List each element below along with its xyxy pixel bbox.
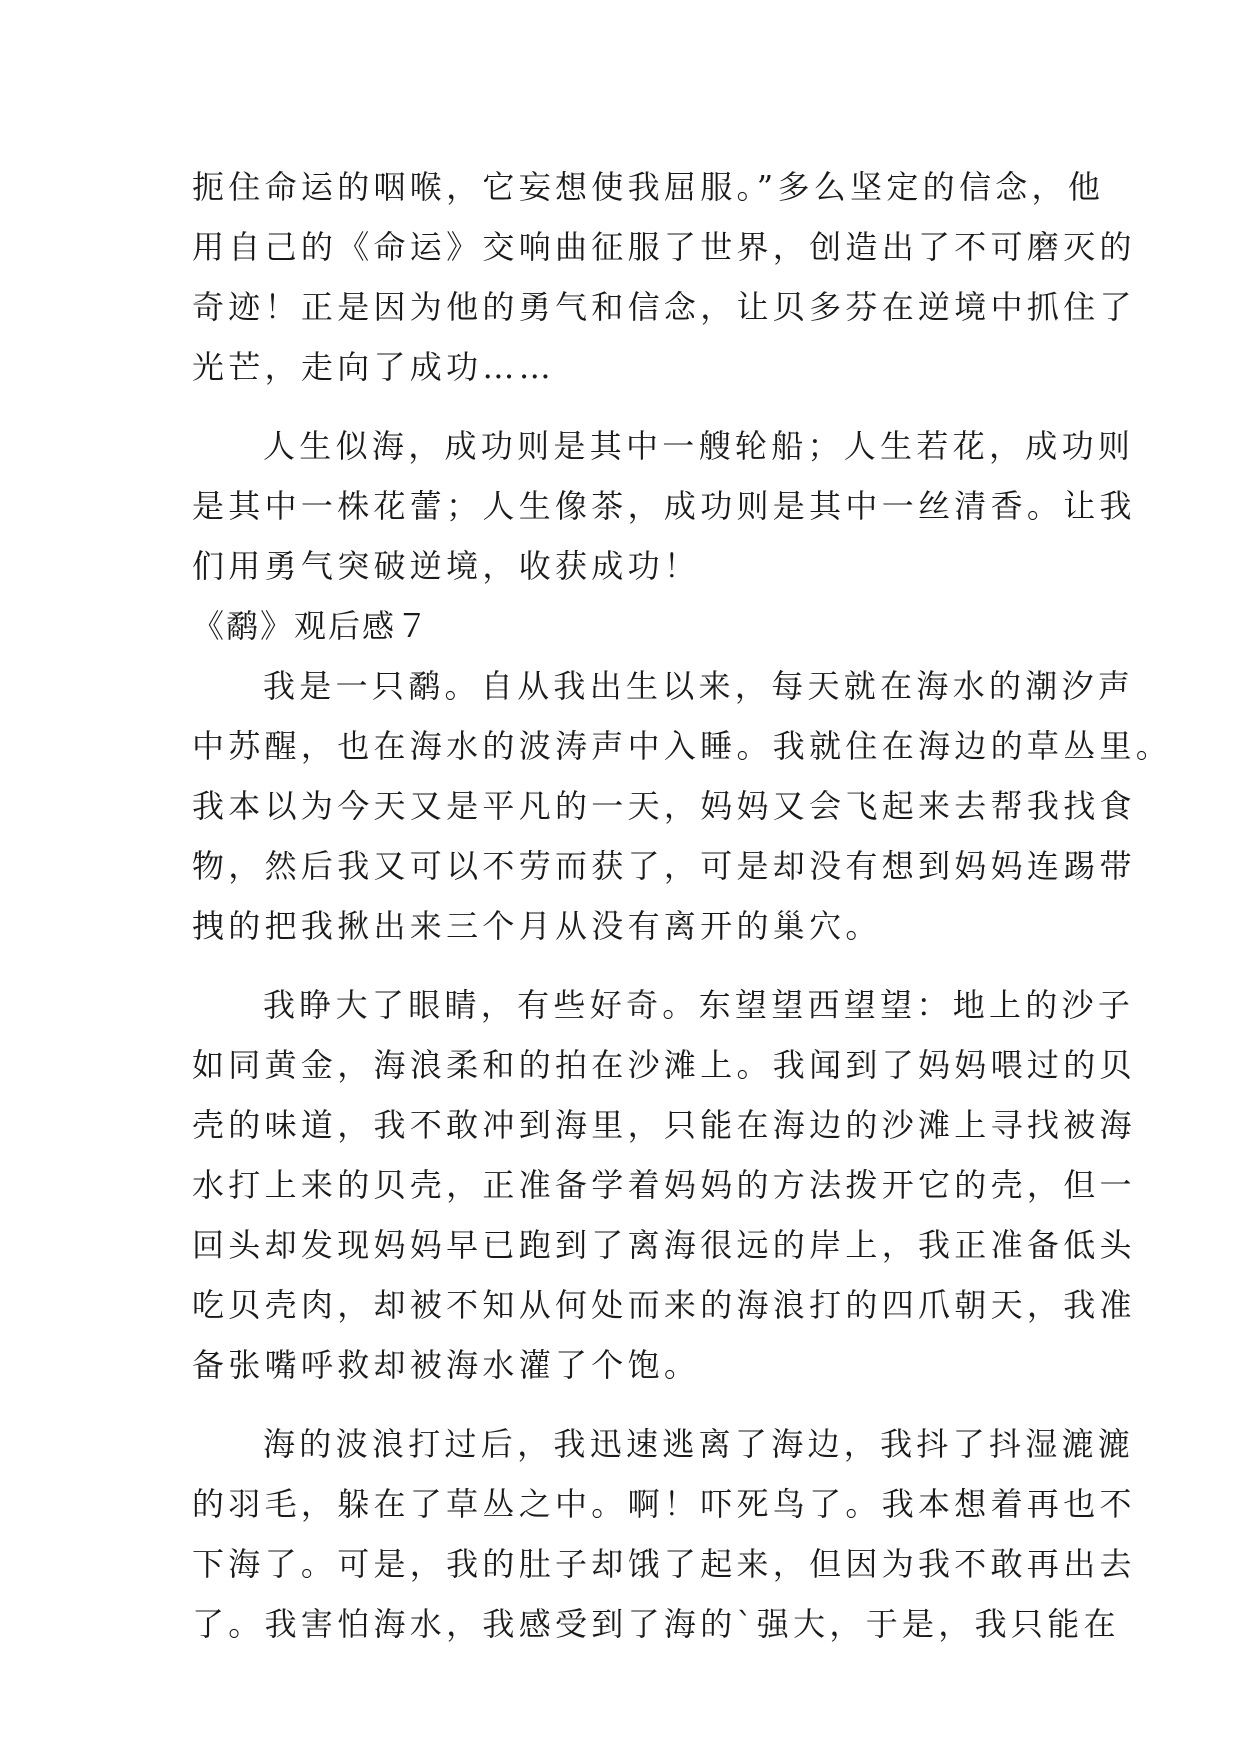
paragraph [192, 157, 1136, 397]
text-line: 扼住命运的咽喉，它妄想使我屈服。”多么坚定的信念，他 [192, 168, 1105, 206]
text-line: 们用勇气突破逆境，收获成功！ [192, 547, 701, 585]
text-line: 如同黄金，海浪柔和的拍在沙滩上。我闻到了妈妈喂过的贝 [192, 1046, 1136, 1084]
text-line: 海的波浪打过后，我迅速逃离了海边，我抖了抖湿漉漉 [263, 1425, 1135, 1463]
article-body [192, 157, 1173, 1654]
text-line: 水打上来的贝壳，正准备学着妈妈的方法拨开它的壳，但一 [192, 1166, 1136, 1204]
text-line: 是其中一株花蕾；人生像茶，成功则是其中一丝清香。让我 [192, 487, 1136, 525]
text-line: 中苏醒，也在海水的波涛声中入睡。我就住在海边的草丛里。 [192, 727, 1173, 765]
text-line: 的羽毛，躲在了草丛之中。啊！吓死鸟了。我本想着再也不 [192, 1485, 1136, 1523]
text-line: 奇迹！正是因为他的勇气和信念，让贝多芬在逆境中抓住了 [192, 288, 1136, 326]
paragraph [192, 975, 1136, 1395]
text-line: 备张嘴呼救却被海水灌了个饱。 [192, 1346, 701, 1384]
text-line: 回头却发现妈妈早已跑到了离海很远的岸上，我正准备低头 [192, 1226, 1136, 1264]
text-line: 物，然后我又可以不劳而获了，可是却没有想到妈妈连踢带 [192, 847, 1136, 885]
text-line: 我睁大了眼睛，有些好奇。东望望西望望：地上的沙子 [263, 986, 1135, 1024]
text-line: 下海了。可是，我的肚子却饿了起来，但因为我不敢再出去 [192, 1545, 1136, 1583]
text-line: 我本以为今天又是平凡的一天，妈妈又会飞起来去帮我找食 [192, 787, 1136, 825]
text-line: 吃贝壳肉，却被不知从何处而来的海浪打的四爪朝天，我准 [192, 1286, 1136, 1324]
text-line: 壳的味道，我不敢冲到海里，只能在海边的沙滩上寻找被海 [192, 1106, 1136, 1144]
text-line: 拽的把我揪出来三个月从没有离开的巢穴。 [192, 907, 882, 945]
text-line: 光芒，走向了成功…… [192, 348, 556, 386]
paragraph [192, 416, 1136, 596]
section-heading: 《鹬》观后感７ [192, 607, 431, 645]
text-line: 了。我害怕海水，我感受到了海的`强大，于是，我只能在 [192, 1605, 1120, 1643]
text-line: 我是一只鹬。自从我出生以来，每天就在海水的潮汐声 [263, 667, 1135, 705]
text-line: 用自己的《命运》交响曲征服了世界，创造出了不可磨灭的 [192, 228, 1136, 266]
text-line: 人生似海，成功则是其中一艘轮船；人生若花，成功则 [263, 427, 1135, 465]
section-heading-wrap [192, 596, 1060, 656]
paragraph [192, 656, 1173, 956]
paragraph [192, 1414, 1136, 1654]
